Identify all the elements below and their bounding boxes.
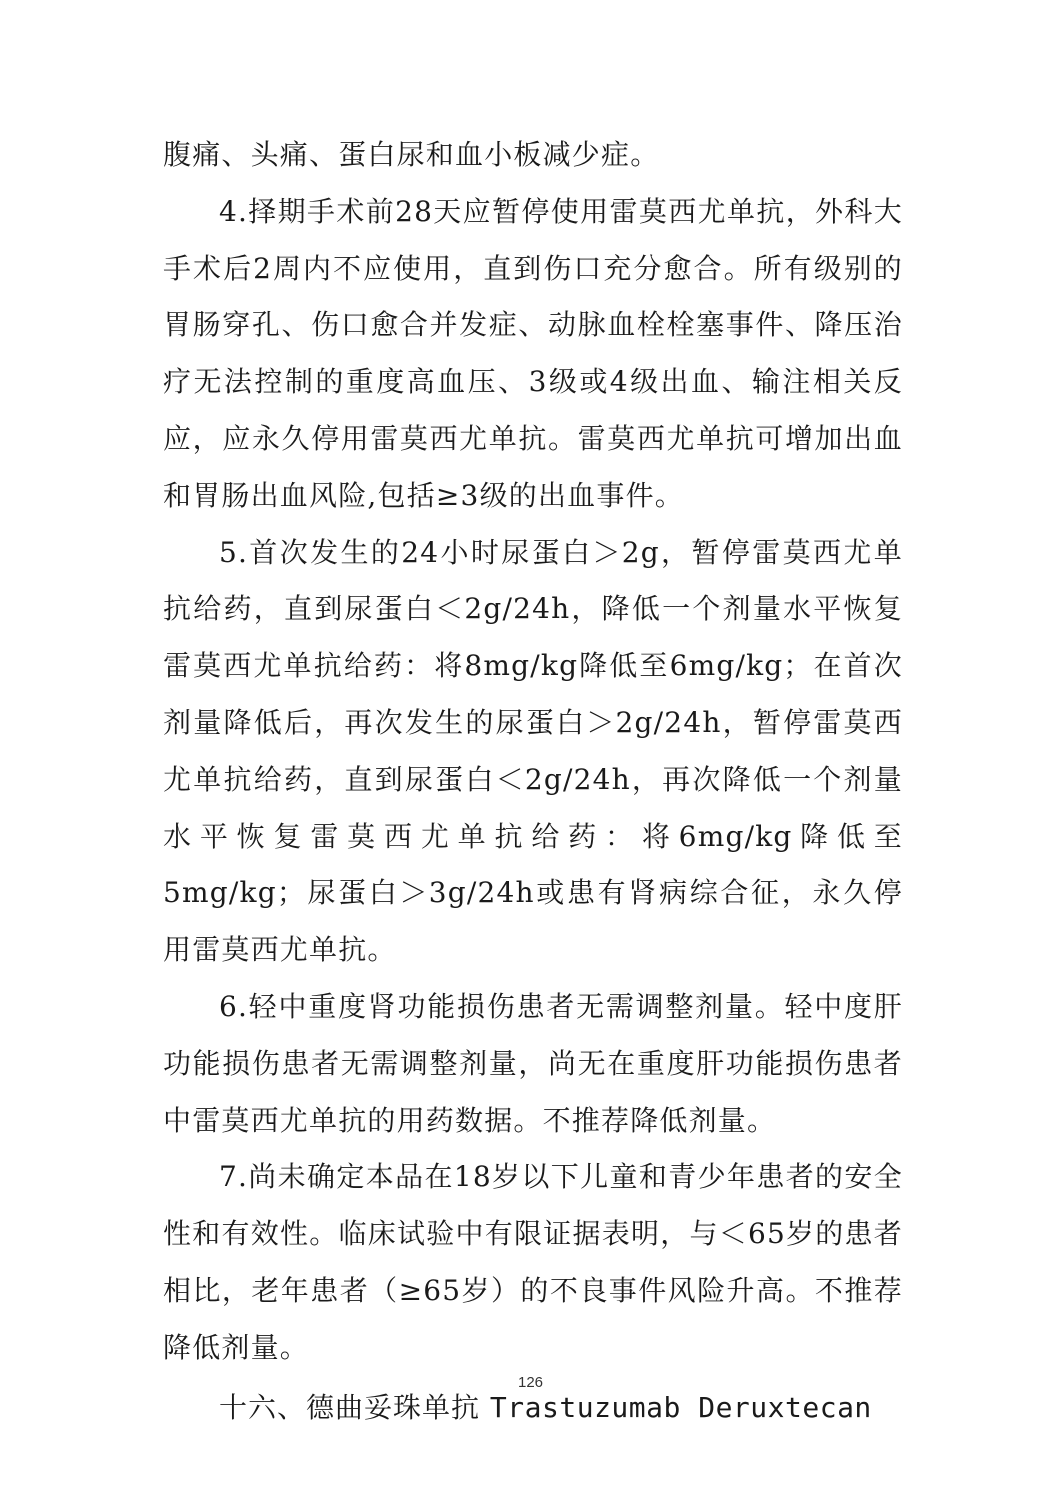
page-number: 126 bbox=[517, 1374, 544, 1391]
paragraph-continuation: 腹痛、头痛、蛋白尿和血小板减少症。 bbox=[163, 138, 660, 171]
paragraph-item-6: 6.轻中重度肾功能损伤患者无需调整剂量。轻中度肝功能损伤患者无需调整剂量，尚无在重度肝功能损伤患者中雷莫西尤单抗的用药数据。不推荐降低剂量。 bbox=[163, 989, 903, 1137]
paragraph-item-5: 5.首次发生的24小时尿蛋白＞2g，暂停雷莫西尤单抗给药，直到尿蛋白＜2g/24h，降低一个剂量水平恢复雷莫西尤单抗给药：将8mg/kg降低至6mg/kg；在首次剂量降低后，再次发生的尿蛋白＞2g/24h，暂停雷莫西尤单抗给药，直到尿蛋白＜2g/24h，再次降低一个剂量水平恢复雷莫西尤单抗给药：将6mg/kg降低至5mg/kg；尿蛋白＞3g/24h或患有肾病综合征，永久停用雷莫西尤单抗。 bbox=[163, 535, 903, 967]
document-body bbox=[163, 127, 903, 1436]
section-heading-cn: 十六、德曲妥珠单抗 bbox=[219, 1390, 481, 1424]
section-heading-en: Trastuzumab Deruxtecan bbox=[489, 1390, 872, 1424]
paragraph-item-4: 4.择期手术前28天应暂停使用雷莫西尤单抗，外科大手术后2周内不应使用，直到伤口充分愈合。所有级别的胃肠穿孔、伤口愈合并发症、动脉血栓栓塞事件、降压治疗无法控制的重度高血压、3级或4级出血、输注相关反应，应永久停用雷莫西尤单抗。雷莫西尤单抗可增加出血和胃肠出血风险,包括≥3级的出血事件。 bbox=[163, 194, 903, 512]
paragraph-item-7: 7.尚未确定本品在18岁以下儿童和青少年患者的安全性和有效性。临床试验中有限证据表明，与＜65岁的患者相比，老年患者（≥65岁）的不良事件风险升高。不推荐降低剂量。 bbox=[163, 1160, 903, 1364]
